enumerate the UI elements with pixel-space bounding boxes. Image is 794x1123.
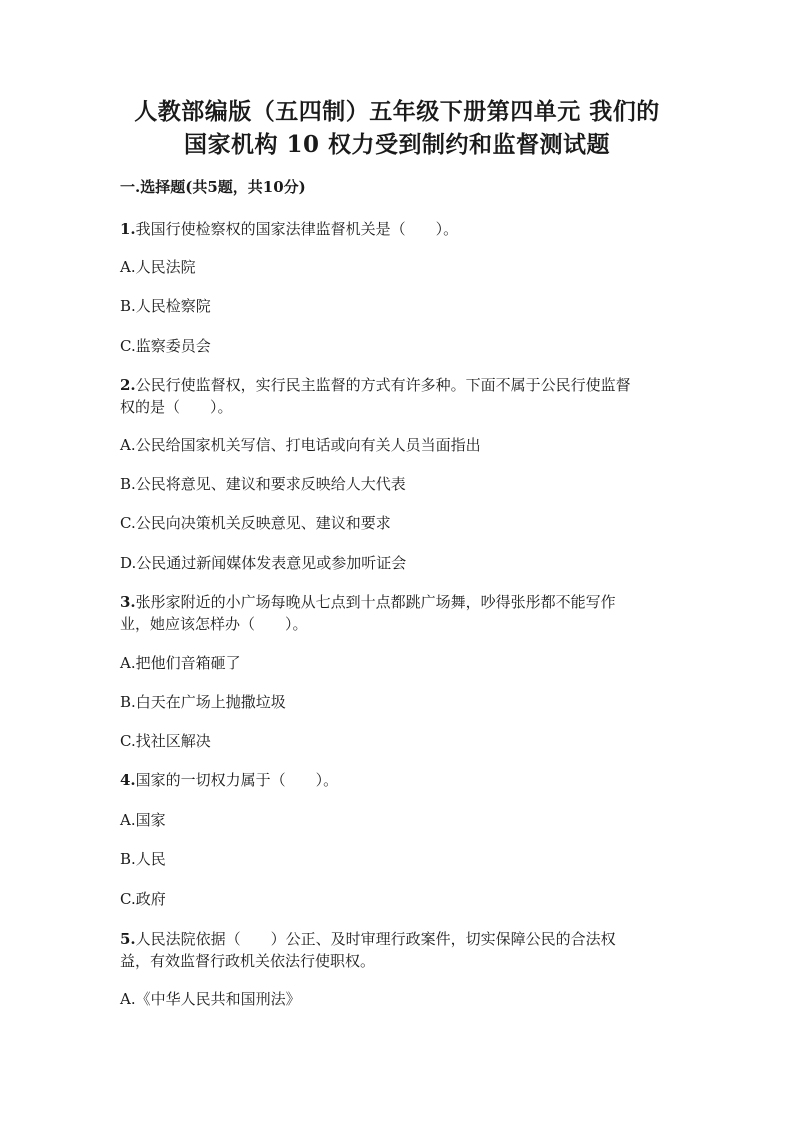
question-3-option-b: B.白天在广场上抛撒垃圾 bbox=[120, 693, 286, 711]
question-2-line-2: 权的是（ ）。 bbox=[120, 398, 233, 416]
question-5-option-a: A.《中华人民共和国刑法》 bbox=[120, 990, 301, 1008]
document-title-line-1: 人教部编版（五四制）五年级下册第四单元 我们的 bbox=[134, 98, 660, 125]
question-4 bbox=[120, 770, 680, 790]
question-2-option-b: B.公民将意见、建议和要求反映给人大代表 bbox=[120, 475, 406, 493]
question-4-option-b: B.人民 bbox=[120, 850, 166, 868]
question-number: 2. bbox=[120, 376, 136, 394]
question-2-option-d: D.公民通过新闻媒体发表意见或参加听证会 bbox=[120, 554, 407, 572]
question-3-option-a: A.把他们音箱砸了 bbox=[120, 654, 241, 672]
question-text-line-1: 张彤家附近的小广场每晚从七点到十点都跳广场舞，吵得张彤都不能写作 bbox=[135, 593, 616, 611]
question-2 bbox=[120, 375, 680, 395]
question-5 bbox=[120, 929, 680, 949]
question-3-option-c: C.找社区解决 bbox=[120, 732, 211, 750]
question-3-line-2: 业，她应该怎样办（ ）。 bbox=[120, 615, 308, 633]
question-number: 3. bbox=[120, 593, 136, 611]
question-1-option-a: A.人民法院 bbox=[120, 258, 196, 276]
section-heading: 一.选择题(共5题，共10分) bbox=[120, 178, 306, 196]
question-number: 1. bbox=[120, 220, 136, 238]
question-1 bbox=[120, 219, 680, 239]
question-2-option-a: A.公民给国家机关写信、打电话或向有关人员当面指出 bbox=[120, 436, 481, 454]
question-1-option-b: B.人民检察院 bbox=[120, 297, 211, 315]
question-text-line-1: 公民行使监督权，实行民主监督的方式有许多种。下面不属于公民行使监督 bbox=[135, 376, 631, 394]
question-text-line-1: 人民法院依据（ ）公正、及时审理行政案件，切实保障公民的合法权 bbox=[135, 930, 616, 948]
question-text: 国家的一切权力属于（ ）。 bbox=[135, 771, 339, 789]
question-4-option-a: A.国家 bbox=[120, 811, 166, 829]
question-text: 我国行使检察权的国家法律监督机关是（ ）。 bbox=[135, 220, 459, 238]
question-5-line-2: 益，有效监督行政机关依法行使职权。 bbox=[120, 952, 376, 970]
document-title-line-2: 国家机构 10 权力受到制约和监督测试题 bbox=[183, 131, 611, 158]
question-4-option-c: C.政府 bbox=[120, 890, 166, 908]
question-3 bbox=[120, 592, 680, 612]
question-1-option-c: C.监察委员会 bbox=[120, 337, 211, 355]
question-2-option-c: C.公民向决策机关反映意见、建议和要求 bbox=[120, 514, 391, 532]
question-number: 5. bbox=[120, 930, 136, 948]
question-number: 4. bbox=[120, 771, 136, 789]
